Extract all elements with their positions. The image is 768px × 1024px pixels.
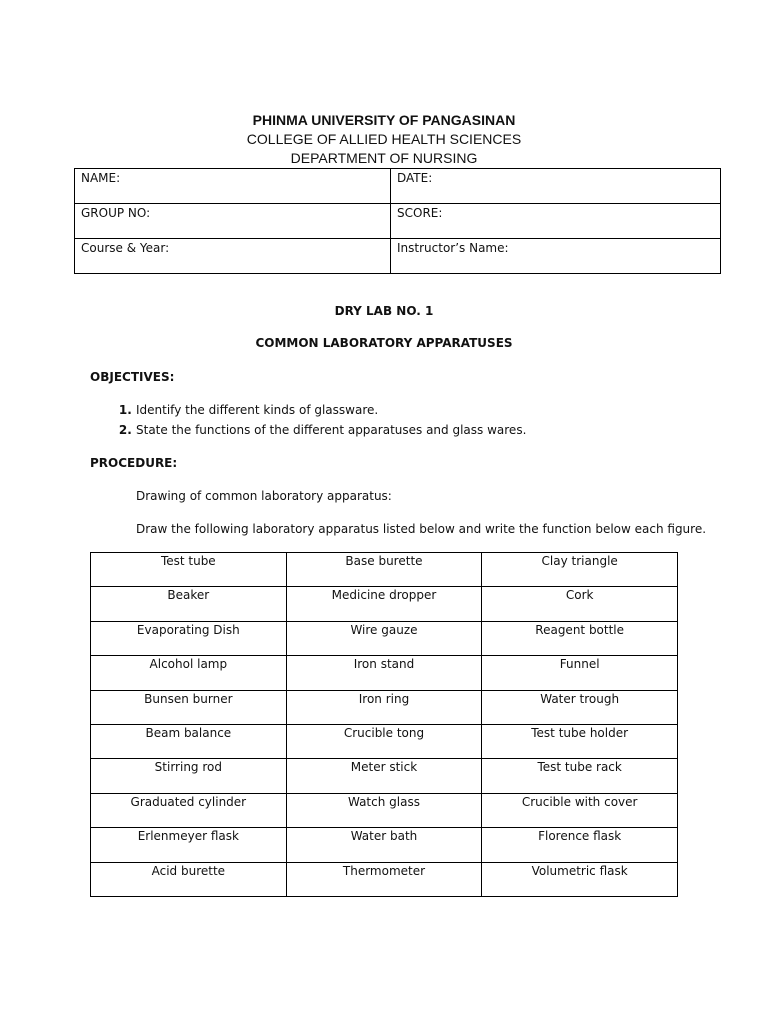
apparatus-cell: Crucible tong (286, 724, 482, 758)
apparatus-cell: Erlenmeyer flask (91, 828, 287, 862)
list-item: 2. State the functions of the different apparatuses and glass wares. (136, 420, 526, 440)
apparatus-cell: Meter stick (286, 759, 482, 793)
apparatus-cell: Wire gauze (286, 621, 482, 655)
group-no-field: GROUP NO: (75, 204, 391, 239)
table-row (75, 169, 721, 204)
apparatus-cell: Medicine dropper (286, 587, 482, 621)
apparatus-cell: Acid burette (91, 862, 287, 896)
apparatus-cell: Test tube holder (482, 724, 678, 758)
apparatus-table (90, 552, 678, 897)
table-row (91, 862, 678, 896)
apparatus-cell: Graduated cylinder (91, 793, 287, 827)
university-name: PHINMA UNIVERSITY OF PANGASINAN (252, 112, 516, 128)
apparatus-cell: Cork (482, 587, 678, 621)
table-row (75, 204, 721, 239)
table-row (91, 587, 678, 621)
table-row (91, 656, 678, 690)
apparatus-cell: Florence flask (482, 828, 678, 862)
lab-number: DRY LAB NO. 1 (334, 304, 434, 318)
apparatus-cell: Evaporating Dish (91, 621, 287, 655)
table-row (91, 793, 678, 827)
date-field: DATE: (391, 169, 721, 204)
procedure-line-2: Draw the following laboratory apparatus listed below and write the function below each figure. (136, 522, 707, 536)
apparatus-cell: Base burette (286, 553, 482, 587)
name-field: NAME: (75, 169, 391, 204)
apparatus-cell: Alcohol lamp (91, 656, 287, 690)
objectives-heading: OBJECTIVES: (90, 370, 175, 384)
table-row (75, 239, 721, 274)
apparatus-cell: Reagent bottle (482, 621, 678, 655)
instructor-name-field: Instructor’s Name: (391, 239, 721, 274)
table-row (91, 621, 678, 655)
apparatus-cell: Iron stand (286, 656, 482, 690)
apparatus-cell: Watch glass (286, 793, 482, 827)
table-row (91, 724, 678, 758)
table-row (91, 553, 678, 587)
apparatus-cell: Crucible with cover (482, 793, 678, 827)
department-name: DEPARTMENT OF NURSING (290, 150, 478, 166)
apparatus-cell: Test tube rack (482, 759, 678, 793)
apparatus-cell: Water trough (482, 690, 678, 724)
course-year-field: Course & Year: (75, 239, 391, 274)
apparatus-cell: Beam balance (91, 724, 287, 758)
apparatus-cell: Beaker (91, 587, 287, 621)
score-field: SCORE: (391, 204, 721, 239)
college-name: COLLEGE OF ALLIED HEALTH SCIENCES (246, 131, 522, 147)
table-row (91, 690, 678, 724)
table-row (91, 828, 678, 862)
apparatus-cell: Clay triangle (482, 553, 678, 587)
table-row (91, 759, 678, 793)
apparatus-cell: Funnel (482, 656, 678, 690)
objectives-list (112, 400, 526, 440)
student-info-table (74, 168, 721, 274)
apparatus-cell: Thermometer (286, 862, 482, 896)
apparatus-cell: Iron ring (286, 690, 482, 724)
procedure-line-1: Drawing of common laboratory apparatus: (136, 489, 392, 503)
list-item: 1. Identify the different kinds of glassware. (136, 400, 526, 420)
procedure-heading: PROCEDURE: (90, 456, 178, 470)
apparatus-cell: Bunsen burner (91, 690, 287, 724)
apparatus-cell: Test tube (91, 553, 287, 587)
apparatus-cell: Stirring rod (91, 759, 287, 793)
lab-title: COMMON LABORATORY APPARATUSES (255, 336, 513, 350)
apparatus-cell: Volumetric flask (482, 862, 678, 896)
apparatus-cell: Water bath (286, 828, 482, 862)
